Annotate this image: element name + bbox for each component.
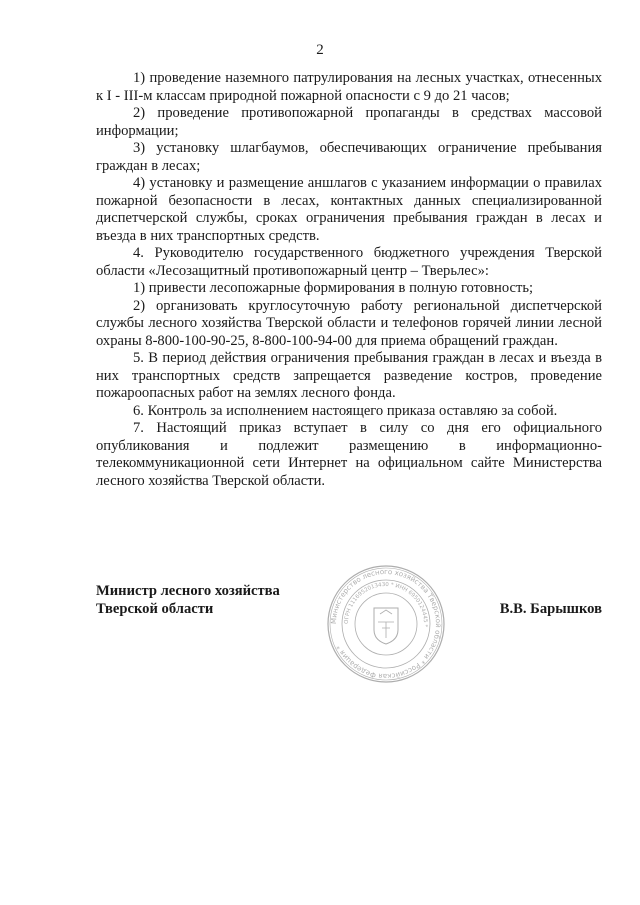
paragraph-item-6: 6. Контроль за исполнением настоящего приказа оставляю за собой.: [133, 402, 558, 419]
paragraph-item-5: 5. В период действия ограничения пребывания граждан в лесах и въезда в них транспортных средств запрещается разведение костров, проведение пожароопасных работ на землях лесного фонда.: [96, 350, 602, 401]
seal-outer-text: Министерство лесного хозяйства Тверской области * Российская Федерация *: [329, 567, 443, 681]
seal-inner-text: ОГРН 1116952013430 * ИНН 6950124445 *: [343, 581, 429, 628]
signer-title-line2: Тверской области: [96, 601, 214, 617]
paragraph-signs: 4) установку и размещение аншлагов с указанием информации о правилах пожарной безопасности в лесах, контактных данных специализированной диспетчерской службы, сроках ограничения пребывания граждан в лесах и въезда в них транспортных средств.: [96, 175, 602, 244]
signer-title: [96, 582, 336, 618]
signer-name: В.В. Барышков: [499, 601, 602, 617]
svg-text:ОГРН 1116952013430 * ИНН 69501: [344, 582, 428, 628]
official-seal: [326, 564, 446, 684]
paragraph-item-7: 7. Настоящий приказ вступает в силу со дня его официального опубликования и подлежит размещению в информационно-телекоммуникационной сети Интернет на официальном сайте Министерства лесного хозяйства Тверской области.: [96, 420, 602, 489]
paragraph-patrol: 1) проведение наземного патрулирования на лесных участках, отнесенных к I - III-м классам природной пожарной опасности с 9 до 21 часов;: [96, 70, 602, 104]
paragraph-readiness: 1) привести лесопожарные формирования в полную готовность;: [133, 280, 534, 296]
paragraph-dispatch: 2) организовать круглосуточную работу региональной диспетчерской службы лесного хозяйства Тверской области и телефонов горячей линии лесной охраны 8-800-100-90-25, 8-800-100-94-00 для приема обращений граждан.: [96, 297, 602, 349]
page-number: 2: [316, 42, 324, 58]
signature-block: [96, 567, 602, 681]
document-body: [96, 70, 602, 490]
signer-title-line1: Министр лесного хозяйства: [96, 583, 280, 599]
paragraph-propaganda: 2) проведение противопожарной пропаганды в средствах массовой информации;: [96, 105, 602, 139]
paragraph-item-4: 4. Руководителю государственного бюджетного учреждения Тверской области «Лесозащитный противопожарный центр – Тверьлес»:: [96, 245, 602, 279]
paragraph-barriers: 3) установку шлагбаумов, обеспечивающих ограничение пребывания граждан в лесах;: [96, 140, 602, 174]
